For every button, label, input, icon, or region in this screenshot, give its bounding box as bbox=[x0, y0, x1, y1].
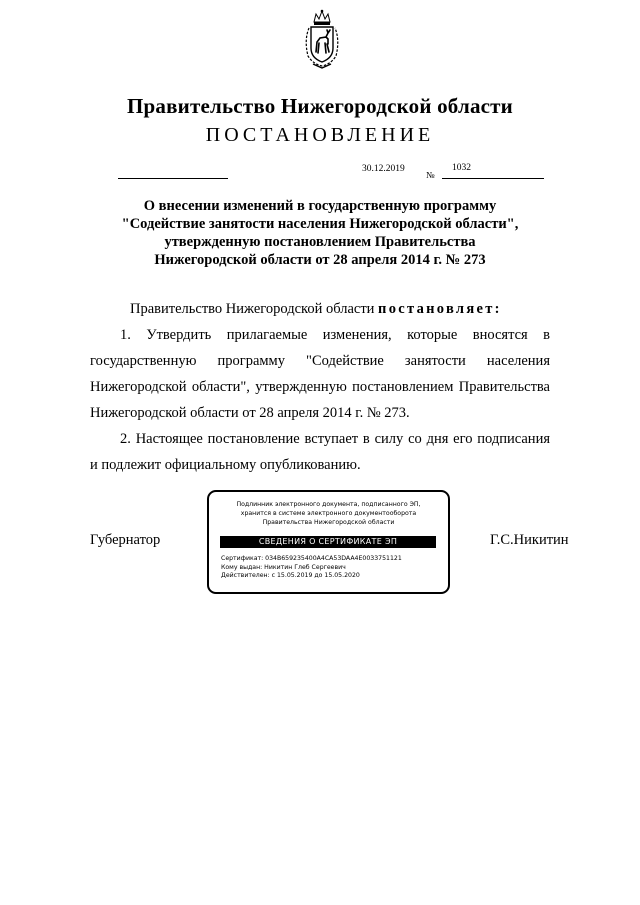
paragraph-line: 2. Настоящее постановление вступает в силу со дня его подписания bbox=[120, 431, 550, 447]
certificate-serial: Сертификат: 034B659235400A4CA53DAA4E0033751121 bbox=[221, 555, 402, 562]
certificate-details bbox=[221, 555, 402, 581]
stamp-header-line: Подлинник электронного документа, подписанного ЭП, bbox=[236, 501, 421, 508]
date-underline bbox=[118, 178, 228, 179]
subject-line: О внесении изменений в государственную программу bbox=[143, 198, 497, 214]
document-subject bbox=[100, 197, 540, 269]
paragraph-line: Нижегородской области", утвержденную постановлением Правительства bbox=[90, 379, 550, 395]
certificate-owner: Кому выдан: Никитин Глеб Сергеевич bbox=[221, 563, 346, 571]
resolves-paragraph bbox=[90, 296, 550, 322]
document-number: 1032 bbox=[452, 163, 471, 173]
subject-line: утвержденную постановлением Правительства bbox=[164, 234, 476, 250]
certificate-validity: Действителен: с 15.05.2019 до 15.05.2020 bbox=[221, 572, 360, 580]
subject-line: Нижегородской области от 28 апреля 2014 г. № 273 bbox=[154, 252, 486, 268]
document-type: ПОСТАНОВЛЕНИЕ bbox=[205, 124, 435, 146]
number-underline bbox=[442, 178, 544, 179]
coat-of-arms-icon bbox=[303, 8, 341, 70]
certificate-bar: СВЕДЕНИЯ О СЕРТИФИКАТЕ ЭП bbox=[220, 536, 436, 548]
subject-line: "Содействие занятости населения Нижегородской области", bbox=[121, 216, 519, 232]
signatory-title: Губернатор bbox=[90, 532, 161, 548]
signatory-name: Г.С.Никитин bbox=[490, 532, 569, 548]
resolves-word: постановляет: bbox=[378, 301, 502, 317]
paragraph-line: Нижегородской области от 28 апреля 2014 г. № 273. bbox=[90, 405, 410, 421]
number-sign: № bbox=[426, 170, 435, 180]
stamp-header-line: хранится в системе электронного документооборота bbox=[240, 510, 417, 517]
document-date: 30.12.2019 bbox=[362, 164, 405, 174]
resolves-intro: Правительство Нижегородской области bbox=[130, 301, 375, 317]
paragraph-item-1 bbox=[90, 322, 550, 426]
stamp-header-line: Правительства Нижегородской области bbox=[262, 519, 395, 526]
paragraph-line: 1. Утвердить прилагаемые изменения, которые вносятся в bbox=[120, 327, 550, 343]
e-signature-stamp bbox=[207, 490, 450, 594]
paragraph-line: и подлежит официальному опубликованию. bbox=[90, 457, 361, 473]
government-title: Правительство Нижегородской области bbox=[127, 94, 513, 118]
paragraph-item-2 bbox=[90, 426, 550, 478]
stamp-header bbox=[209, 500, 448, 527]
paragraph-line: государственную программу "Содействие занятости населения bbox=[90, 353, 550, 369]
